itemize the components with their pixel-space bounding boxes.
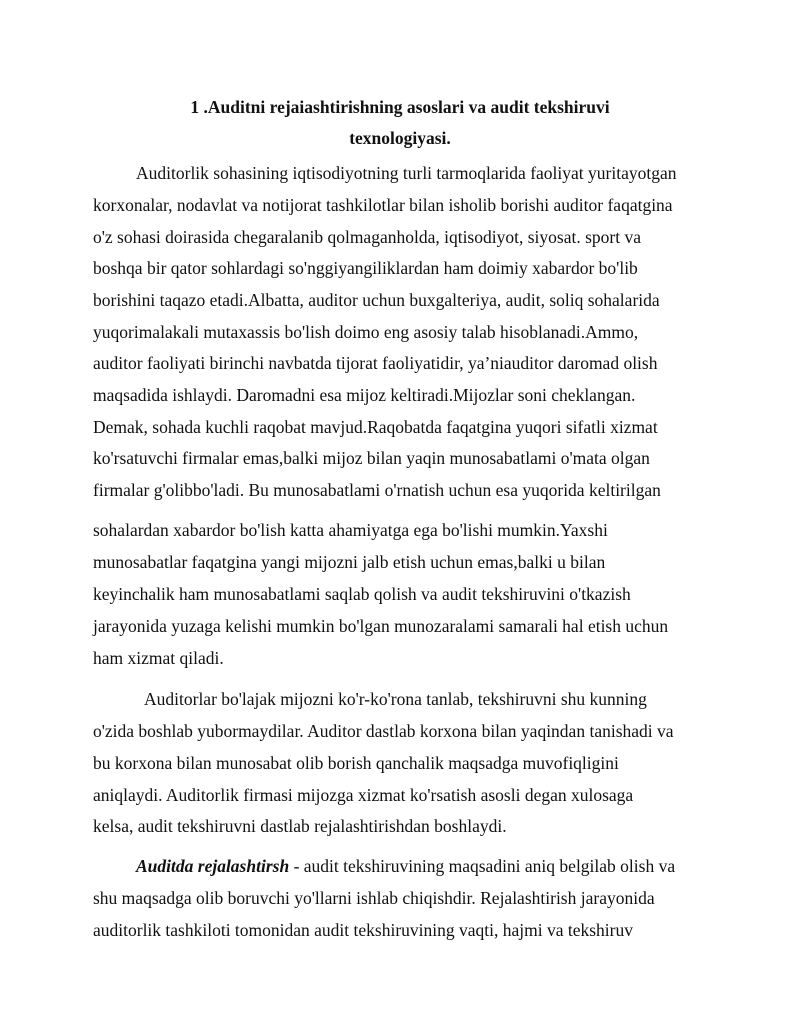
text-line: borishini taqazo etadi.Albatta, auditor uchun buxgalteriya, audit, soliq sohalarida: [93, 290, 660, 310]
text-line: shu maqsadga olib boruvchi yo'llarni ishlab chiqishdir. Rejalashtirish jarayonida: [93, 888, 655, 908]
text-line: kelsa, audit tekshiruvni dastlab rejalashtirishdan boshlaydi.: [93, 816, 507, 836]
heading-line-1: 1 .Auditni rejaiashtirishning asoslari va audit tekshiruvi: [190, 97, 610, 117]
text-line: bu korxona bilan munosabat olib borish qanchalik maqsadga muvofiqligini: [93, 753, 619, 773]
term-definition: Auditda rejalashtirsh: [136, 856, 290, 876]
text-line: o'z sohasi doirasida chegaralanib qolmaganholda, iqtisodiyot, siyosat. sport va: [93, 227, 641, 247]
text-line: munosabatlar faqatgina yangi mijozni jalb etish uchun emas,balki u bilan: [93, 552, 606, 572]
text-line: sohalardan xabardor bo'lish katta ahamiyatga ega bo'lishi mumkin.Yaxshi: [93, 520, 608, 540]
text-line: ko'rsatuvchi firmalar emas,balki mijoz bilan yaqin munosabatlami o'mata olgan: [93, 448, 650, 468]
text-line: boshqa bir qator sohlardagi so'nggiyangiliklardan ham doimiy xabardor bo'lib: [93, 258, 638, 278]
text-line: yuqorimalakali mutaxassis bo'lish doimo eng asosiy talab hisoblanadi.Ammo,: [93, 322, 639, 342]
text-line: keyinchalik ham munosabatlami saqlab qolish va audit tekshiruvini o'tkazish: [93, 584, 631, 604]
text-line: jarayonida yuzaga kelishi mumkin bo'lgan munozaralami samarali hal etish uchun: [93, 616, 669, 636]
text-line: maqsadida ishlaydi. Daromadni esa mijoz keltiradi.Mijozlar soni cheklangan.: [93, 385, 636, 405]
text-line: [136, 855, 675, 877]
text-line: aniqlaydi. Auditorlik firmasi mijozga xizmat ko'rsatish asosli degan xulosaga: [93, 785, 634, 805]
text-line: Auditorlik sohasining iqtisodiyotning turli tarmoqlarida faoliyat yuritayotgan: [136, 163, 677, 183]
definition-text: - audit tekshiruvining maqsadini aniq belgilab olish va: [289, 856, 676, 876]
text-line: Demak, sohada kuchli raqobat mavjud.Raqobatda faqatgina yuqori sifatli xizmat: [93, 417, 658, 437]
text-line: Auditorlar bo'lajak mijozni ko'r-ko'rona tanlab, tekshiruvni shu kunning: [144, 689, 647, 709]
text-line: auditorlik tashkiloti tomonidan audit tekshiruvining vaqti, hajmi va tekshiruv: [93, 920, 633, 940]
text-line: ham xizmat qiladi.: [93, 648, 224, 668]
text-line: korxonalar, nodavlat va notijorat tashkilotlar bilan isholib borishi auditor faqatgina: [93, 195, 673, 215]
text-line: o'zida boshlab yubormaydilar. Auditor dastlab korxona bilan yaqindan tanishadi va: [93, 721, 674, 741]
heading-line-2: texnologiyasi.: [349, 128, 451, 148]
text-line: firmalar g'olibbo'ladi. Bu munosabatlami o'rnatish uchun esa yuqorida keltirilgan: [93, 480, 661, 500]
text-line: auditor faoliyati birinchi navbatda tijorat faoliyatidir, ya’niauditor daromad olish: [93, 353, 658, 373]
